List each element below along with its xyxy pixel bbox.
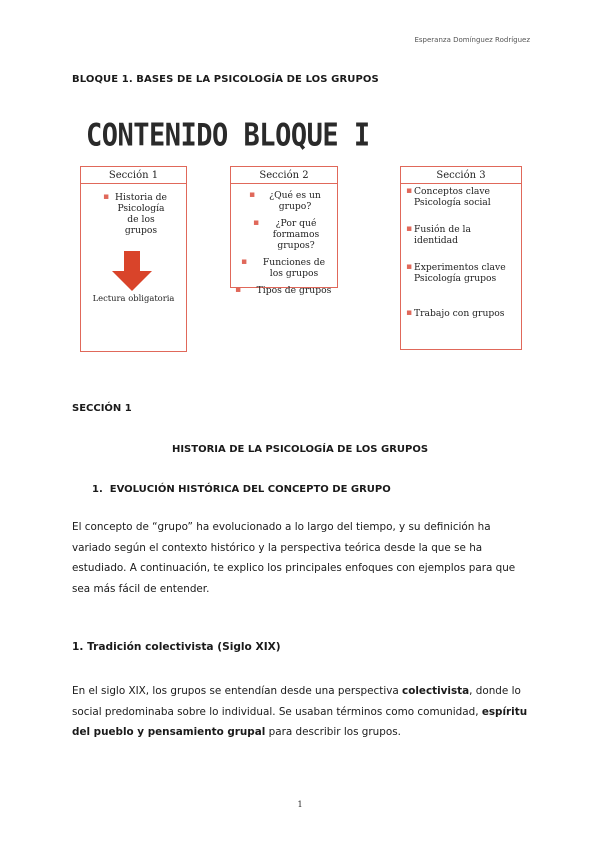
content-slide xyxy=(72,110,532,360)
bullet-icon: ▪ xyxy=(406,186,413,196)
bullet-icon: ▪ xyxy=(253,218,260,228)
list-item: ▪ Experimentos clave Psicología grupos xyxy=(406,262,506,284)
heading-text: EVOLUCIÓN HISTÓRICA DEL CONCEPTO DE GRUPO xyxy=(109,484,391,495)
bullet-icon: ▪ xyxy=(406,262,413,272)
section-1-title: Sección 1 xyxy=(81,167,186,184)
bullet-icon: ▪ xyxy=(235,285,242,295)
paragraph-intro: El concepto de “grupo” ha evolucionado a lo largo del tiempo, y su definición ha variado según el contexto histórico y la perspectiva teórica desde la que se ha estudiado. A continuación, te explico los principales enfoques con ejemplos para que sea más fácil de entender. xyxy=(72,521,516,595)
bullet-icon: ▪ xyxy=(241,257,248,267)
section-2-box xyxy=(230,166,338,296)
bullet-icon: ▪ xyxy=(103,192,110,202)
list-item: ▪ Trabajo con grupos xyxy=(406,308,505,319)
section-3-title: Sección 3 xyxy=(401,167,521,184)
section-1-box xyxy=(80,166,187,352)
list-item: ▪ Historia de Psicología de los grupos xyxy=(103,192,167,236)
paragraph-collectivist: En el siglo XIX, los grupos se entendían desde una perspectiva colectivista, donde lo social predominaba sobre lo individual. Se usaban términos como comunidad, espíritu del pueblo y pensamiento grupal para describir los grupos. xyxy=(72,685,528,738)
page-number: 1 xyxy=(297,800,303,809)
list-item: ▪ Conceptos clave Psicología social xyxy=(406,186,491,208)
author-header: Esperanza Domínguez Rodríguez xyxy=(414,36,530,44)
block-title: BLOQUE 1. BASES DE LA PSICOLOGÍA DE LOS GRUPOS xyxy=(72,74,379,85)
reading-note: Lectura obligatoria xyxy=(92,293,175,303)
section-2-title: Sección 2 xyxy=(231,167,337,184)
down-arrow-icon xyxy=(110,251,154,291)
slide-title: CONTENIDO BLOQUE I xyxy=(86,118,370,154)
numbered-heading xyxy=(92,484,391,495)
bullet-icon: ▪ xyxy=(406,308,413,318)
heading-number: 1. xyxy=(92,484,103,495)
bullet-icon: ▪ xyxy=(249,190,256,200)
section-3-box xyxy=(400,166,522,350)
section-heading: SECCIÓN 1 xyxy=(72,403,132,414)
list-item: ▪ ¿Por qué formamos grupos? xyxy=(253,218,320,251)
chapter-title: HISTORIA DE LA PSICOLOGÍA DE LOS GRUPOS xyxy=(171,444,429,455)
list-item: ▪ Tipos de grupos xyxy=(235,285,332,296)
bullet-icon: ▪ xyxy=(406,224,413,234)
list-item: ▪ Fusión de la identidad xyxy=(406,224,471,246)
list-item: ▪ ¿Qué es un grupo? xyxy=(249,190,321,212)
sub-heading: 1. Tradición colectivista (Siglo XIX) xyxy=(72,641,281,653)
list-item: ▪ Funciones de los grupos xyxy=(241,257,326,279)
